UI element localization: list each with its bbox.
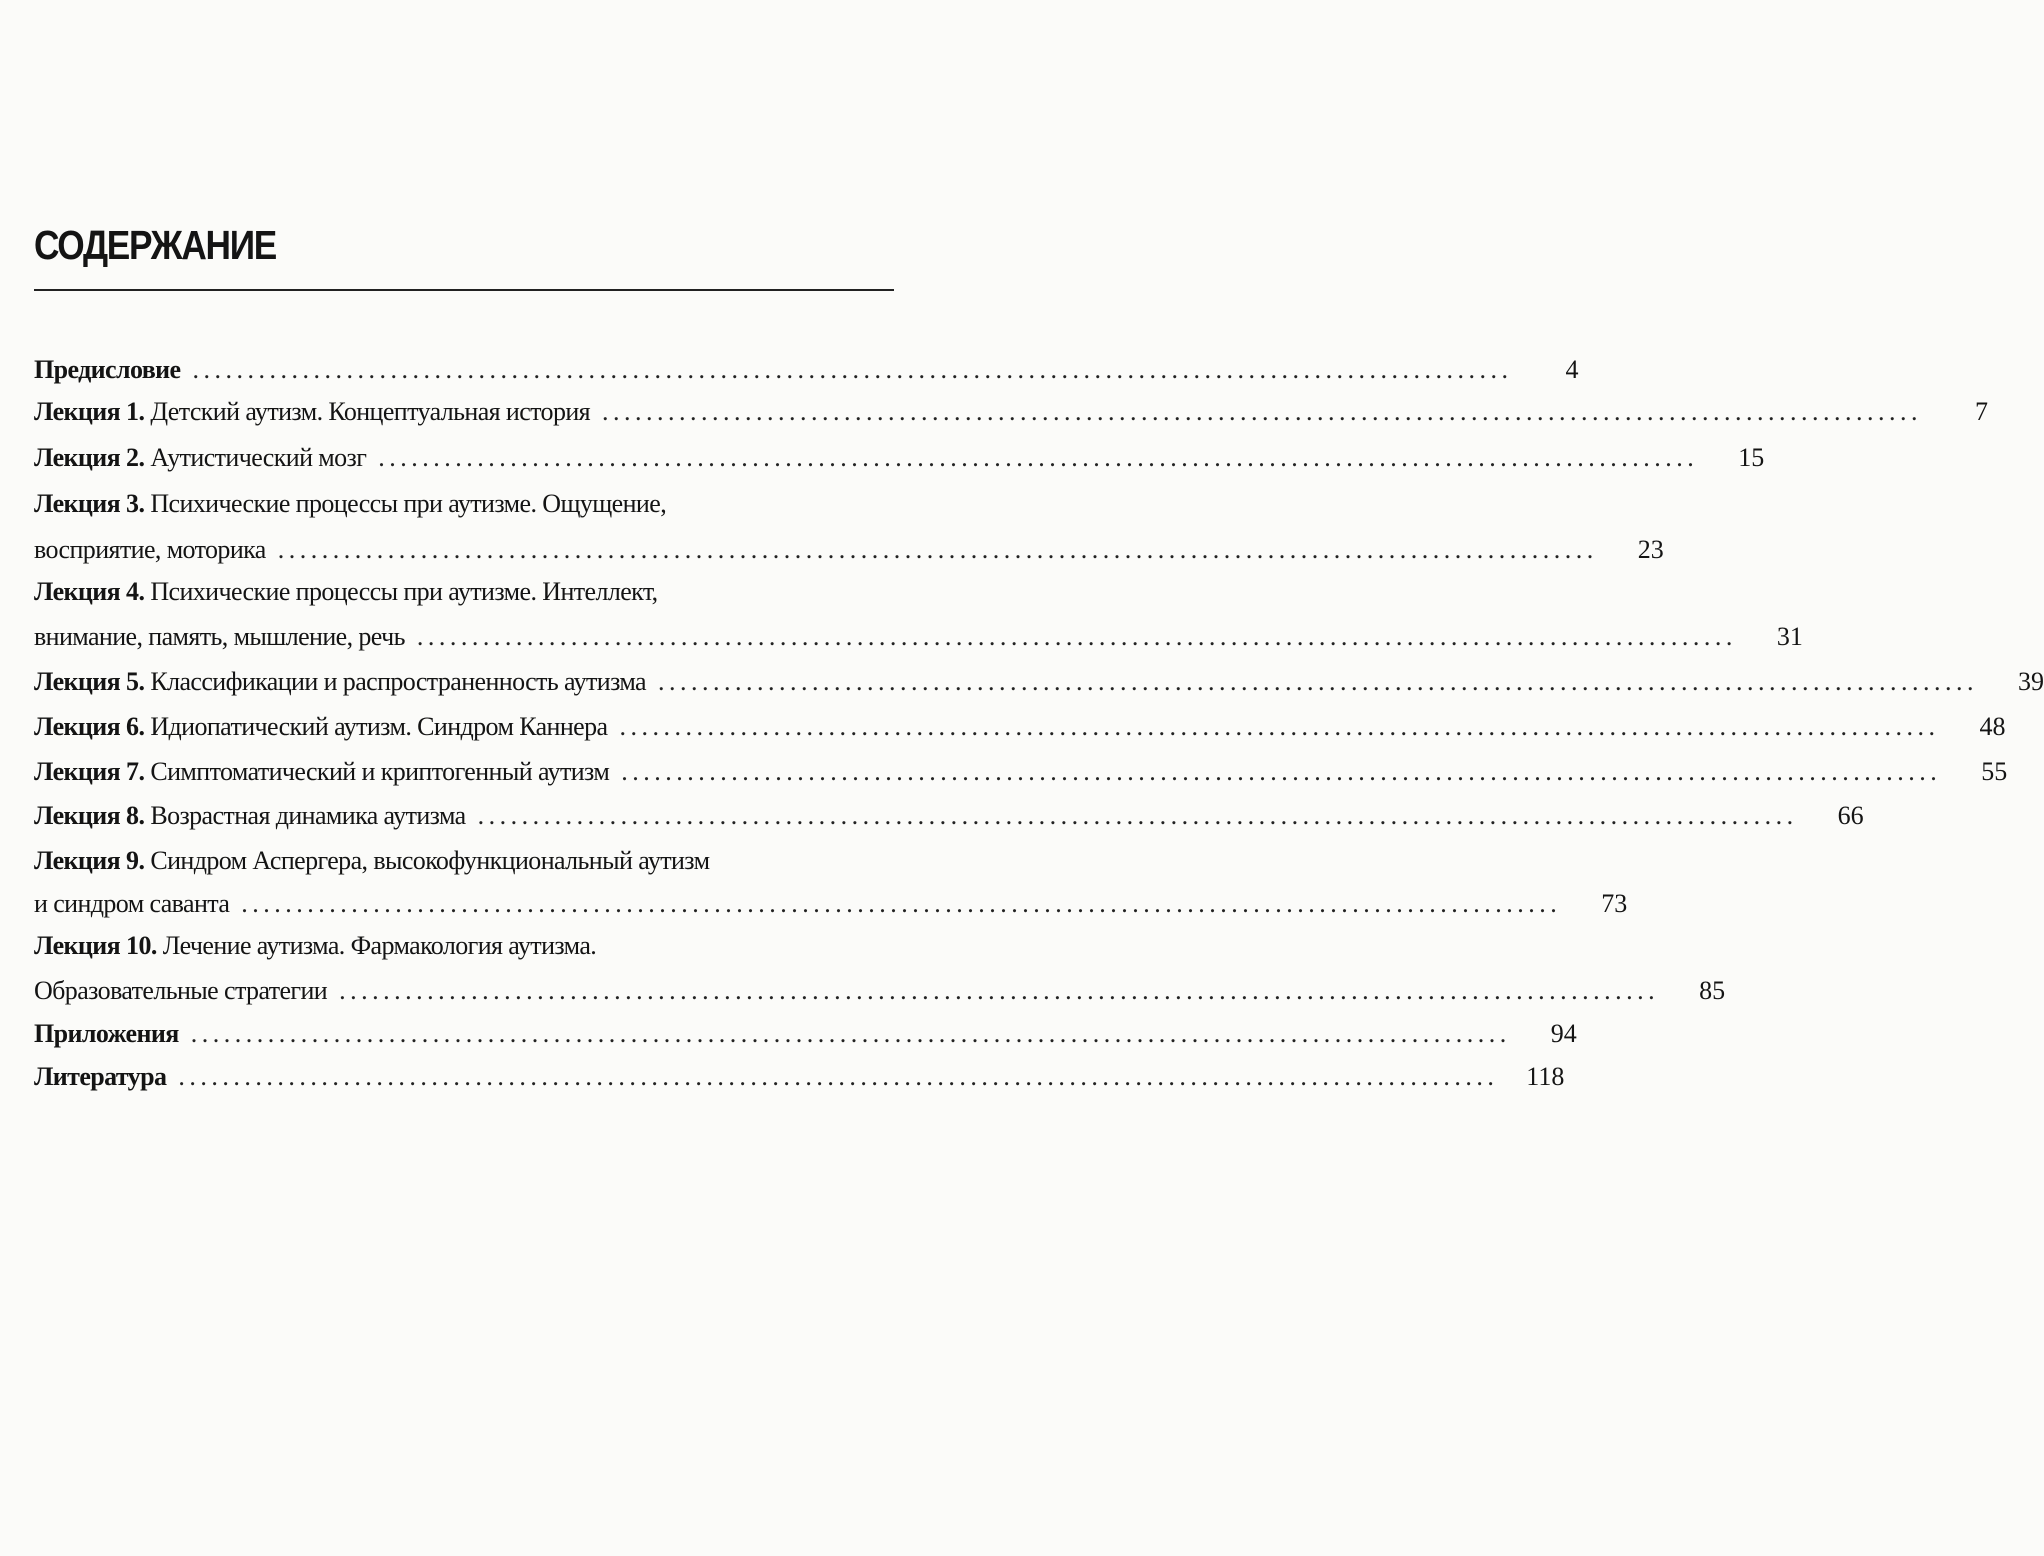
dot-leader: ........................................................................................................................ bbox=[241, 889, 1562, 918]
toc-entry-title: Образовательные стратегии bbox=[34, 976, 328, 1005]
page-title: СОДЕРЖАНИЕ bbox=[34, 222, 276, 268]
toc-page-number: 94 bbox=[1550, 1019, 1577, 1048]
toc-entry-title: Психические процессы при аутизме. Интеллект, bbox=[150, 577, 658, 606]
toc-entry-label: Приложения bbox=[34, 1019, 179, 1048]
dot-leader: ........................................................................................................................ bbox=[621, 757, 1942, 786]
toc-entry-label: Лекция 5. bbox=[34, 667, 145, 696]
toc-entry-label: Лекция 7. bbox=[34, 757, 145, 786]
toc-entry-title: Психические процессы при аутизме. Ощущение, bbox=[150, 489, 667, 518]
toc-entry bbox=[34, 532, 1664, 568]
toc-page-number: 85 bbox=[1699, 976, 1726, 1005]
toc-entry-label: Лекция 8. bbox=[34, 801, 145, 830]
toc-entry-continued bbox=[34, 928, 894, 964]
toc-page-number: 55 bbox=[1981, 757, 2008, 786]
toc-entry-title: Синдром Аспергера, высокофункциональный аутизм bbox=[150, 846, 710, 875]
toc-page-number: 48 bbox=[1979, 712, 2006, 741]
toc-entry bbox=[34, 1016, 1577, 1052]
toc-page-number: 15 bbox=[1738, 443, 1765, 472]
toc-page-number: 73 bbox=[1601, 889, 1628, 918]
toc-entry-label: Лекция 4. bbox=[34, 577, 145, 606]
toc-entry bbox=[34, 394, 1989, 430]
toc-entry-title: Возрастная динамика аутизма bbox=[150, 801, 466, 830]
title-divider bbox=[34, 289, 894, 291]
toc-entry-continued bbox=[34, 486, 894, 522]
toc-entry-label: Лекция 3. bbox=[34, 489, 145, 518]
toc-entry bbox=[34, 440, 1765, 476]
toc-entry-label: Лекция 9. bbox=[34, 846, 145, 875]
toc-entry-label: Предисловие bbox=[34, 355, 181, 384]
toc-entry-title: внимание, память, мышление, речь bbox=[34, 622, 405, 651]
toc-entry-label: Лекция 2. bbox=[34, 443, 145, 472]
dot-leader: ........................................................................................................................ bbox=[190, 1019, 1511, 1048]
dot-leader: ........................................................................................................................ bbox=[658, 667, 1978, 696]
toc-page-number: 4 bbox=[1565, 355, 1579, 384]
toc-entry bbox=[34, 352, 1579, 388]
toc-entry-continued bbox=[34, 843, 894, 879]
toc-entry-label: Лекция 10. bbox=[34, 931, 157, 960]
dot-leader: ........................................................................................................................ bbox=[178, 1062, 1499, 1091]
toc-entry bbox=[34, 709, 2006, 745]
toc-entry bbox=[34, 973, 1726, 1009]
toc-entry-title: восприятие, моторика bbox=[34, 535, 266, 564]
toc-entry-label: Лекция 1. bbox=[34, 397, 145, 426]
toc-page-number: 23 bbox=[1637, 535, 1664, 564]
toc-entry bbox=[34, 798, 1864, 834]
toc-entry bbox=[34, 619, 1803, 655]
toc-entry bbox=[34, 886, 1628, 922]
toc-page-number: 66 bbox=[1837, 801, 1864, 830]
toc-page-number: 39 bbox=[2018, 667, 2044, 696]
toc-entry-title: Симптоматический и криптогенный аутизм bbox=[150, 757, 610, 786]
toc-entry-title: Идиопатический аутизм. Синдром Каннера bbox=[150, 712, 608, 741]
toc-entry-title: Лечение аутизма. Фармакология аутизма. bbox=[162, 931, 597, 960]
toc-entry-continued bbox=[34, 574, 894, 610]
toc-entry-title: и синдром саванта bbox=[34, 889, 230, 918]
dot-leader: ........................................................................................................................ bbox=[477, 801, 1798, 830]
dot-leader: ........................................................................................................................ bbox=[277, 535, 1598, 564]
toc-entry-label: Литература bbox=[34, 1062, 167, 1091]
dot-leader: ........................................................................................................................ bbox=[378, 443, 1699, 472]
toc-entry bbox=[34, 664, 2044, 700]
toc-entry-title: Аутистический мозг bbox=[150, 443, 367, 472]
toc-page-number: 7 bbox=[1975, 397, 1989, 426]
dot-leader: ........................................................................................................................ bbox=[602, 397, 1923, 426]
toc-page-number: 31 bbox=[1776, 622, 1803, 651]
toc-page-number: 118 bbox=[1526, 1062, 1565, 1091]
toc-entry-label: Лекция 6. bbox=[34, 712, 145, 741]
dot-leader: ........................................................................................................................ bbox=[339, 976, 1660, 1005]
toc-entry bbox=[34, 1059, 1565, 1095]
toc-entry-title: Классификации и распространенность аутизма bbox=[150, 667, 646, 696]
toc-entry-title: Детский аутизм. Концептуальная история bbox=[150, 397, 591, 426]
dot-leader: ........................................................................................................................ bbox=[192, 355, 1513, 384]
dot-leader: ........................................................................................................................ bbox=[416, 622, 1737, 651]
toc-entry bbox=[34, 754, 2008, 790]
dot-leader: ........................................................................................................................ bbox=[619, 712, 1940, 741]
